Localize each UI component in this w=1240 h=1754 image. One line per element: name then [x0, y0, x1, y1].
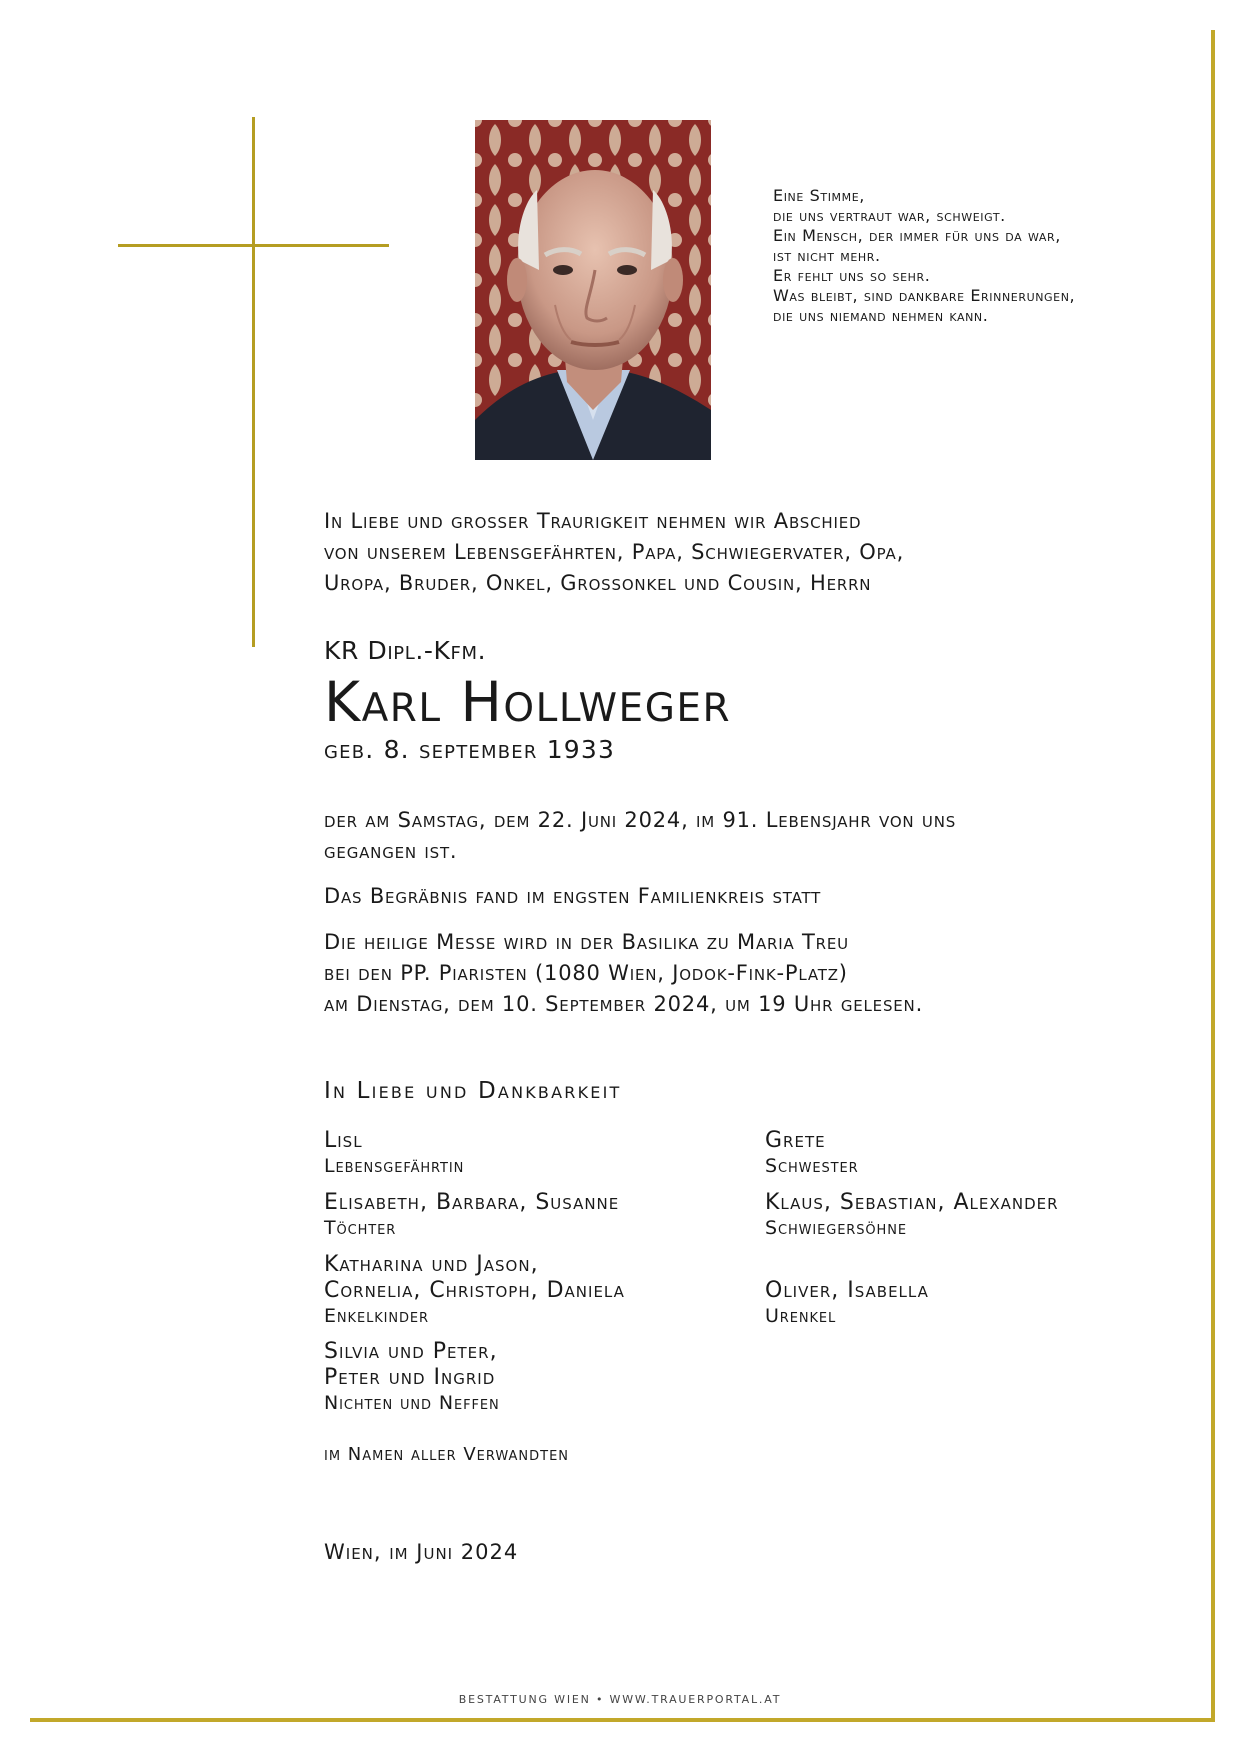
mourner-relation: Enkelkinder	[324, 1305, 429, 1327]
poem-line: ist nicht mehr.	[773, 246, 881, 265]
poem-line: Er fehlt uns so sehr.	[773, 266, 931, 285]
mourner-relation: Schwester	[765, 1155, 859, 1177]
burial-text	[324, 881, 1164, 912]
poem-line: Was bleibt, sind dankbare Erinnerungen,	[773, 286, 1076, 305]
burial-line: Das Begräbnis fand im engsten Familienkreis statt	[324, 884, 822, 908]
poem-line: die uns niemand nehmen kann.	[773, 306, 989, 325]
mass-line: Die heilige Messe wird in der Basilika zu Maria Treu	[324, 930, 849, 954]
mourner-relation: Urenkel	[765, 1305, 837, 1327]
mass-line: bei den PP. Piaristen (1080 Wien, Jodok-Fink-Platz)	[324, 961, 848, 985]
mourner-relation: Lebensgefährtin	[324, 1155, 465, 1177]
mourner-name: Silvia und Peter,	[324, 1339, 498, 1364]
poem	[773, 186, 1193, 326]
mourner-grandchildren	[324, 1252, 744, 1328]
mourner-name: Katharina und Jason,	[324, 1252, 539, 1277]
mourner-name: Elisabeth, Barbara, Susanne	[324, 1190, 620, 1215]
mourner-daughters	[324, 1190, 744, 1240]
frame-bottom-line	[30, 1718, 1215, 1722]
poem-line: Eine Stimme,	[773, 186, 865, 205]
intro-line: Uropa, Bruder, Onkel, Grossonkel und Cousin, Herrn	[324, 571, 872, 595]
deceased-name: Karl Hollweger	[324, 670, 732, 734]
frame-right-line	[1211, 30, 1215, 1722]
thanks-heading: In Liebe und Dankbarkeit	[324, 1078, 622, 1104]
poem-line: Ein Mensch, der immer für uns da war,	[773, 226, 1061, 245]
mourner-relation: Töchter	[324, 1217, 397, 1239]
mourner-name: Cornelia, Christoph, Daniela	[324, 1278, 625, 1303]
intro-line: In Liebe und grosser Traurigkeit nehmen wir Abschied	[324, 509, 862, 533]
death-text	[324, 805, 1164, 867]
cross-icon-horizontal	[118, 244, 389, 247]
mourner-lisl	[324, 1128, 744, 1178]
deceased-title: KR Dipl.-Kfm.	[324, 636, 487, 665]
closing-line: im Namen aller Verwandten	[324, 1444, 570, 1465]
death-line: der am Samstag, dem 22. Juni 2024, im 91. Lebensjahr von uns	[324, 808, 957, 832]
death-line: gegangen ist.	[324, 839, 458, 863]
mourner-name: Klaus, Sebastian, Alexander	[765, 1190, 1059, 1215]
mourner-sons-in-law	[765, 1190, 1185, 1240]
mourner-relation: Nichten und Neffen	[324, 1392, 500, 1414]
mourner-name: Peter und Ingrid	[324, 1365, 496, 1390]
place-date: Wien, im Juni 2024	[324, 1540, 519, 1564]
mourner-nieces-nephews	[324, 1339, 744, 1415]
cross-icon-vertical	[252, 117, 255, 647]
intro-text	[324, 506, 1124, 599]
mourner-name: Lisl	[324, 1128, 363, 1153]
mass-line: am Dienstag, dem 10. September 2024, um 19 Uhr gelesen.	[324, 992, 924, 1016]
mourner-name: Oliver, Isabella	[765, 1278, 929, 1303]
portrait-photo	[475, 120, 711, 460]
intro-line: von unserem Lebensgefährten, Papa, Schwiegervater, Opa,	[324, 540, 905, 564]
mourner-relation: Schwiegersöhne	[765, 1217, 907, 1239]
footer-text: BESTATTUNG WIEN • WWW.TRAUERPORTAL.AT	[458, 1693, 782, 1706]
poem-line: die uns vertraut war, schweigt.	[773, 206, 1006, 225]
birth-date: geb. 8. september 1933	[324, 735, 616, 764]
mass-text	[324, 927, 1164, 1020]
mourner-great-grandchildren	[765, 1278, 1185, 1328]
mourner-name: Grete	[765, 1128, 826, 1153]
mourner-grete	[765, 1128, 1185, 1178]
